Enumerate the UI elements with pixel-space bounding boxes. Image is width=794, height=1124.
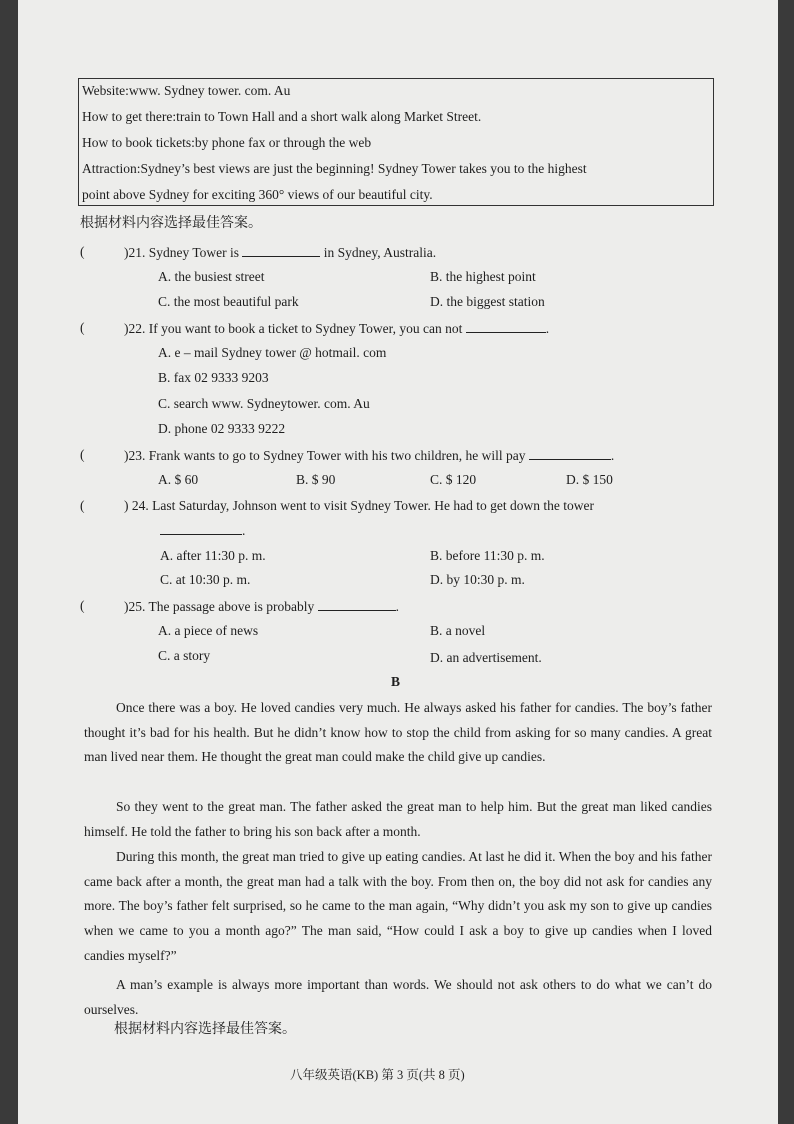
info-attraction-line1: Attraction:Sydney’s best views are just the beginning! Sydney Tower takes you to the highest	[82, 161, 587, 176]
q21-stem-pre: )21. Sydney Tower is	[124, 245, 240, 260]
q25-stem	[124, 598, 399, 615]
passage-b-text-4: A man’s example is always more important than words. We should not ask others to do what we can’t do ourselves.	[84, 977, 712, 1017]
q24-option-b[interactable]: B. before 11:30 p. m.	[430, 548, 545, 563]
passage-b-text-2: So they went to the great man. The father asked the great man to help him. But the great man liked candies himself. He told the father to bring his son back after a month.	[84, 799, 712, 839]
passage-b-paragraph-2	[84, 795, 712, 844]
q24-paren: (	[80, 498, 85, 513]
q25-option-c[interactable]: C. a story	[158, 648, 211, 663]
q21-paren: (	[80, 244, 85, 259]
q25-option-a[interactable]: A. a piece of news	[158, 623, 259, 638]
q25-paren: (	[80, 598, 85, 613]
q21-stem	[124, 244, 436, 261]
info-website: Website:www. Sydney tower. com. Au	[82, 83, 291, 98]
info-box	[78, 78, 714, 206]
q25-blank[interactable]	[318, 598, 396, 611]
passage-b-paragraph-4	[84, 973, 712, 1022]
info-how-to-get: How to get there:train to Town Hall and a short walk along Market Street.	[82, 109, 482, 124]
q22-paren: (	[80, 320, 85, 335]
passage-b-paragraph-1	[84, 696, 712, 770]
q22-stem-post: .	[545, 321, 550, 336]
q25-option-d[interactable]: D. an advertisement.	[430, 650, 542, 665]
q23-option-c[interactable]: C. $ 120	[430, 472, 477, 487]
q22-option-b[interactable]: B. fax 02 9333 9203	[158, 370, 269, 385]
q24-blank[interactable]	[160, 522, 242, 535]
q23-option-a[interactable]: A. $ 60	[158, 472, 199, 487]
passage-b-text-1: Once there was a boy. He loved candies very much. He always asked his father for candies. The boy’s father thought it’s bad for his health. But he didn’t know how to stop the child from asking for so many candies. A great man lived near them. He thought the great man could make the child give up candies.	[84, 700, 712, 765]
q24-option-d[interactable]: D. by 10:30 p. m.	[430, 572, 525, 587]
info-how-to-book: How to book tickets:by phone fax or through the web	[82, 135, 372, 150]
page-footer: 八年级英语(KB) 第 3 页(共 8 页)	[290, 1068, 465, 1082]
q23-option-d[interactable]: D. $ 150	[566, 472, 613, 487]
instruction-a: 根据材料内容选择最佳答案。	[80, 215, 262, 231]
q25-stem-post: .	[395, 599, 399, 614]
q23-stem-post: .	[610, 448, 615, 463]
q24-stem-post: .	[242, 523, 246, 538]
q23-stem-pre: )23. Frank wants to go to Sydney Tower with his two children, he will pay	[124, 448, 526, 463]
instruction-b: 根据材料内容选择最佳答案。	[114, 1021, 296, 1037]
q23-blank[interactable]	[529, 447, 611, 460]
passage-b-text-3: During this month, the great man tried to give up eating candies. At last he did it. When the boy and his father came back after a month, the great man had a talk with the boy. From then on, the boy did not ask for candies any more. The boy’s father felt surprised, so he came to the man again, “Why didn’t you ask my son to give up candies when we came to you a month ago?” The man said, “How could I ask a boy to give up candies when I loved candies myself?”	[84, 849, 712, 963]
q23-paren: (	[80, 447, 85, 462]
q24-blank-line	[160, 522, 245, 539]
info-attraction-line2: point above Sydney for exciting 360° views of our beautiful city.	[82, 187, 433, 202]
q23-stem	[124, 447, 614, 464]
q22-stem	[124, 320, 549, 337]
q25-option-b[interactable]: B. a novel	[430, 623, 486, 638]
q23-option-b[interactable]: B. $ 90	[296, 472, 336, 487]
q21-option-b[interactable]: B. the highest point	[430, 269, 536, 284]
q22-stem-pre: )22. If you want to book a ticket to Sydney Tower, you can not	[124, 321, 463, 336]
q25-stem-pre: )25. The passage above is probably	[124, 599, 315, 614]
q24-stem: ) 24. Last Saturday, Johnson went to visit Sydney Tower. He had to get down the tower	[124, 498, 594, 513]
section-b-heading: B	[391, 674, 401, 689]
q22-option-c[interactable]: C. search www. Sydneytower. com. Au	[158, 396, 370, 411]
q21-option-d[interactable]: D. the biggest station	[430, 294, 545, 309]
q22-blank[interactable]	[466, 320, 546, 333]
q22-option-d[interactable]: D. phone 02 9333 9222	[158, 421, 286, 436]
q21-option-c[interactable]: C. the most beautiful park	[158, 294, 299, 309]
q22-option-a[interactable]: A. e – mail Sydney tower @ hotmail. com	[158, 345, 387, 360]
q21-blank[interactable]	[242, 244, 320, 257]
q24-option-c[interactable]: C. at 10:30 p. m.	[160, 572, 251, 587]
q21-stem-post: in Sydney, Australia.	[323, 245, 437, 260]
passage-b-paragraph-3	[84, 845, 712, 969]
q21-option-a[interactable]: A. the busiest street	[158, 269, 265, 284]
q24-option-a[interactable]: A. after 11:30 p. m.	[160, 548, 266, 563]
